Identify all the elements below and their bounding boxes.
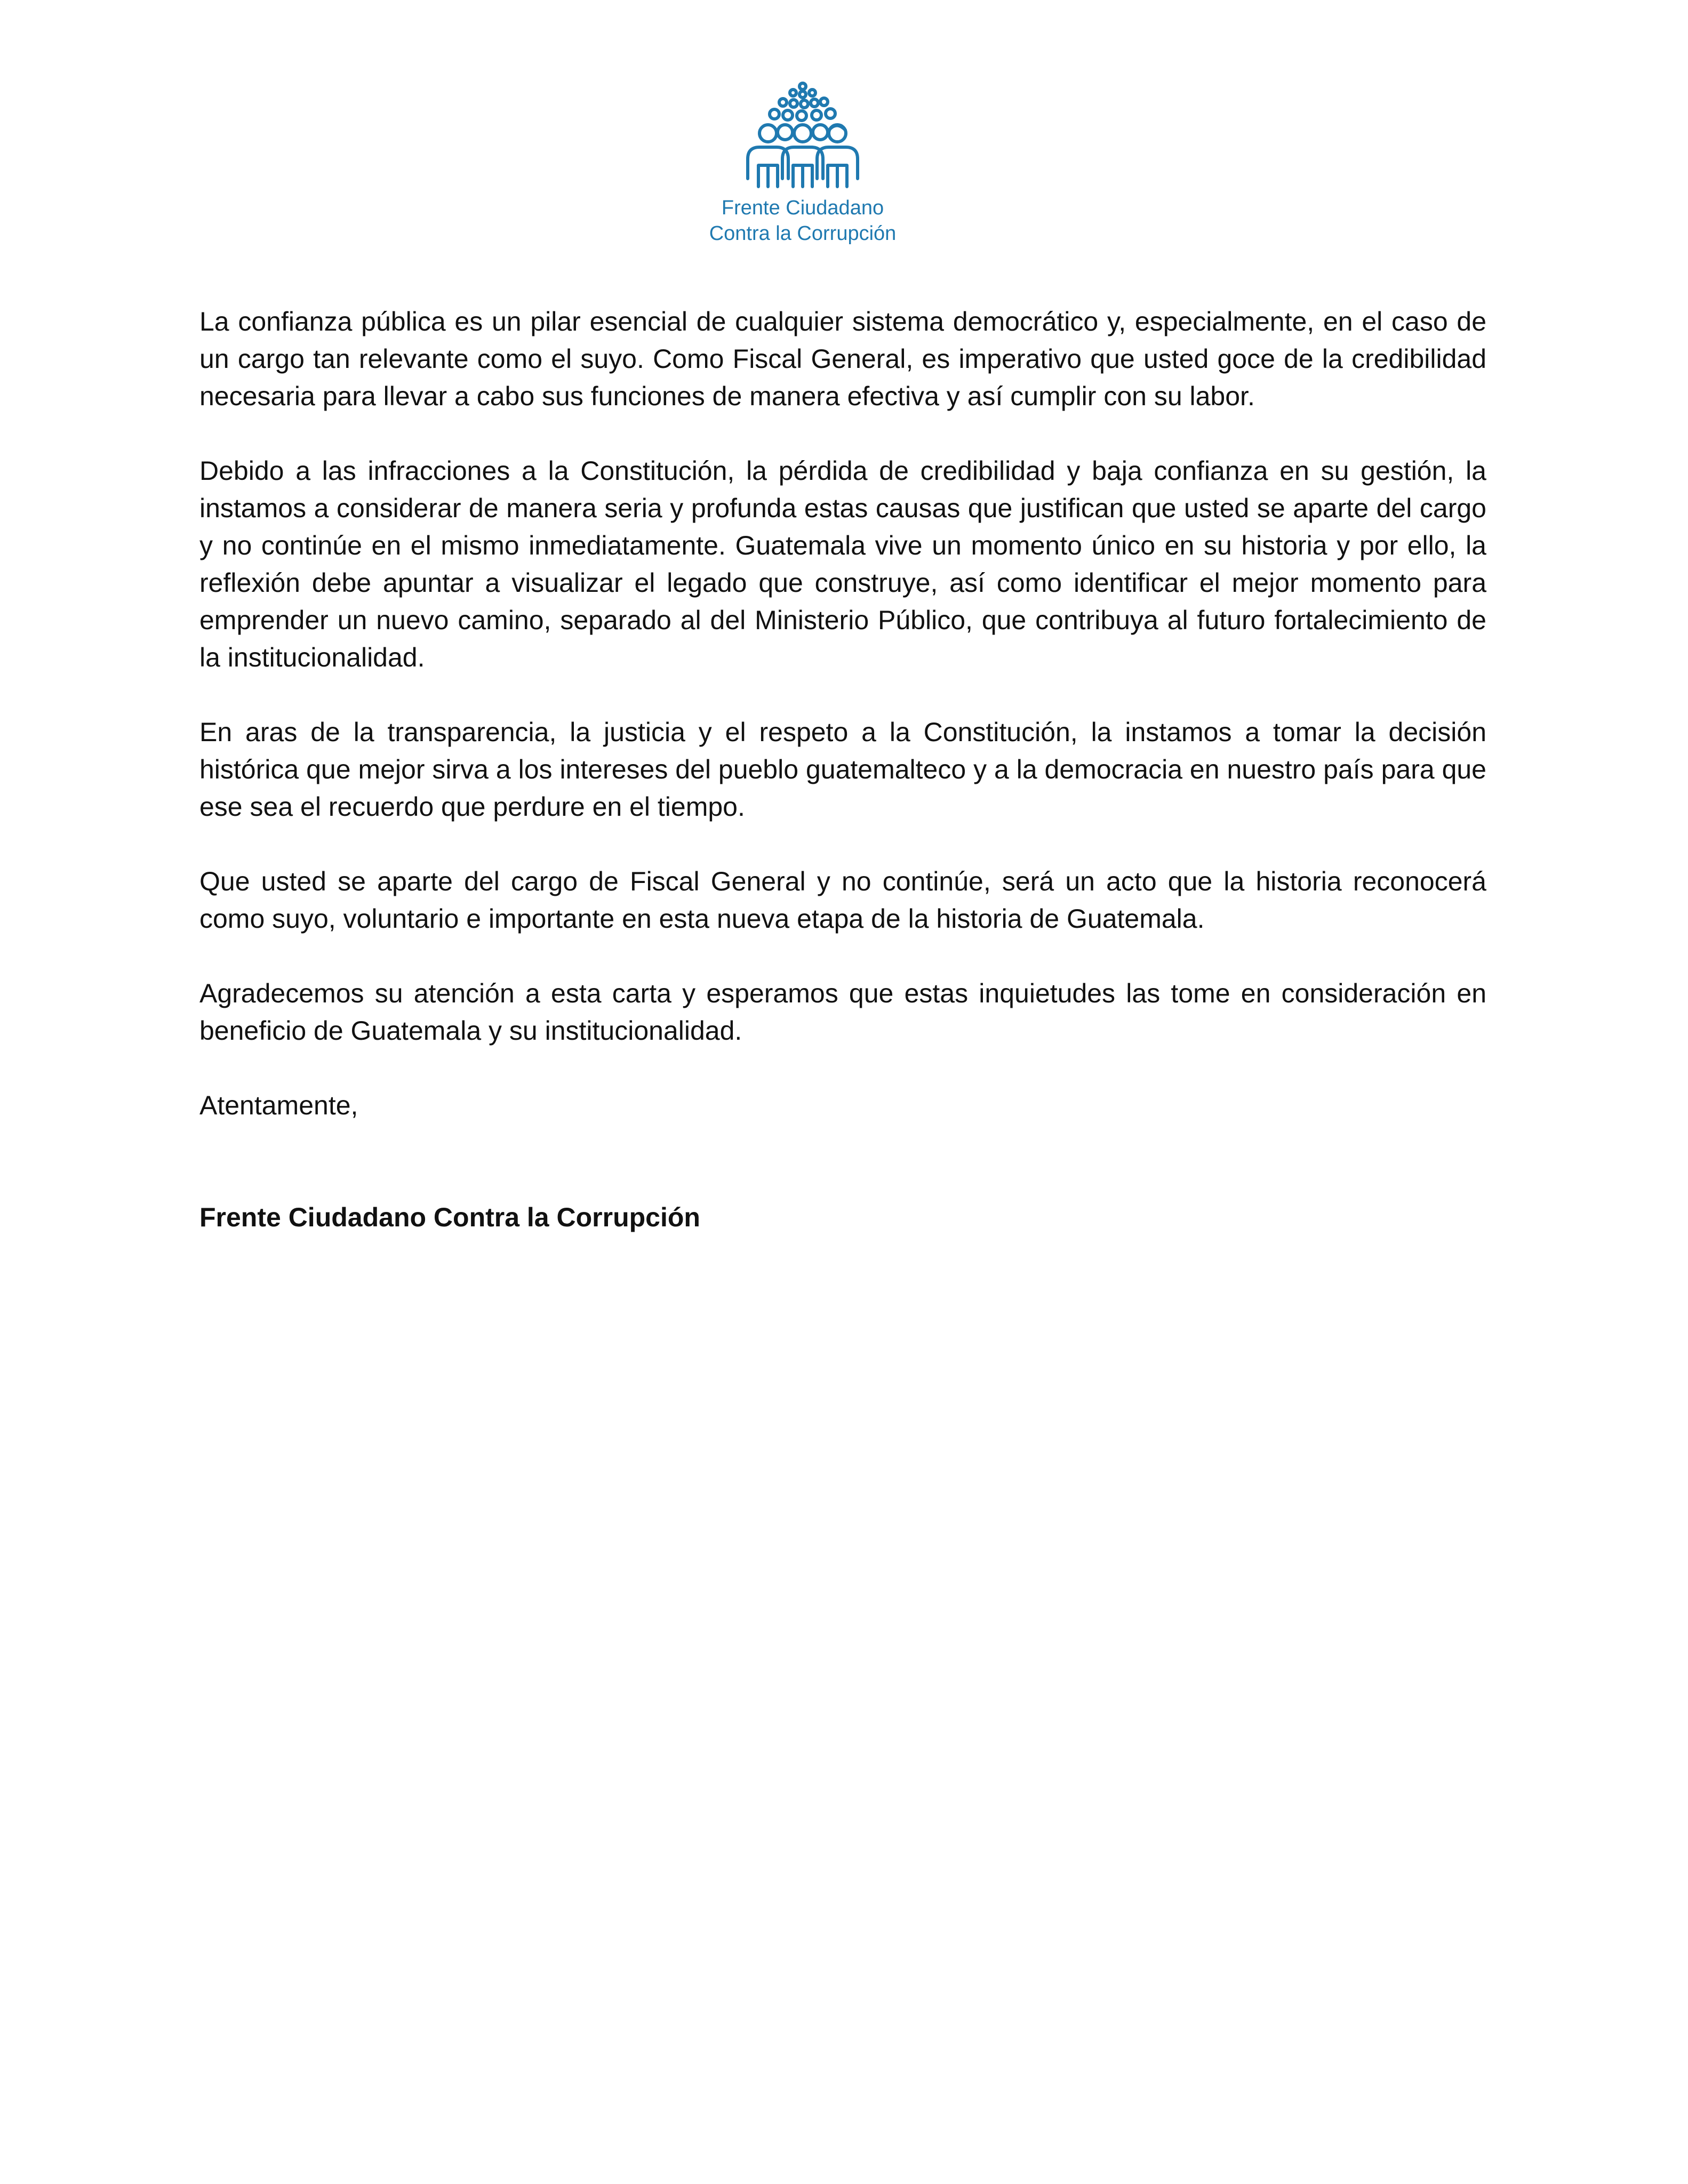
letter-paragraph: En aras de la transparencia, la justicia y el respeto a la Constitución, la instamos a tomar la decisión histórica que mejor sirva a los intereses del pueblo guatemalteco y a la democracia en nuestro país para que ese sea el recuerdo que perdure en el tiempo. bbox=[199, 717, 1486, 822]
letter-paragraph: Agradecemos su atención a esta carta y esperamos que estas inquietudes las tome en consideración en beneficio de Guatemala y su institucionalidad. bbox=[199, 978, 1486, 1046]
logo-text-line2: Contra la Corrupción bbox=[709, 222, 897, 245]
letter-closing: Atentamente, bbox=[199, 1090, 358, 1120]
logo-text-line1: Frente Ciudadano bbox=[721, 197, 884, 219]
letter-paragraph: Debido a las infracciones a la Constitución, la pérdida de credibilidad y baja confianza en su gestión, la instamos a considerar de manera seria y profunda estas causas que justifican que usted se aparte del cargo y no continúe en el mismo inmediatamente. Guatemala vive un momento único en su historia y por ello, la reflexión debe apuntar a visualizar el legado que construye, así como identificar el mejor momento para emprender un nuevo camino, separado al del Ministerio Público, que contribuya al futuro fortalecimiento de la institucionalidad. bbox=[199, 456, 1486, 672]
letter-signature: Frente Ciudadano Contra la Corrupción bbox=[199, 1202, 700, 1232]
letter-paragraph: La confianza pública es un pilar esencial de cualquier sistema democrático y, especialmente, en el caso de un cargo tan relevante como el suyo. Como Fiscal General, es imperativo que usted goce de la credibilidad necesaria para llevar a cabo sus funciones de manera efectiva y así cumplir con su labor. bbox=[199, 307, 1486, 411]
letter-paragraph: Que usted se aparte del cargo de Fiscal General y no continúe, será un acto que la historia reconocerá como suyo, voluntario e importante en esta nueva etapa de la historia de Guatemala. bbox=[199, 866, 1486, 934]
letter-body bbox=[199, 303, 1486, 1236]
organization-logo bbox=[669, 80, 936, 246]
people-group-icon bbox=[736, 80, 869, 192]
